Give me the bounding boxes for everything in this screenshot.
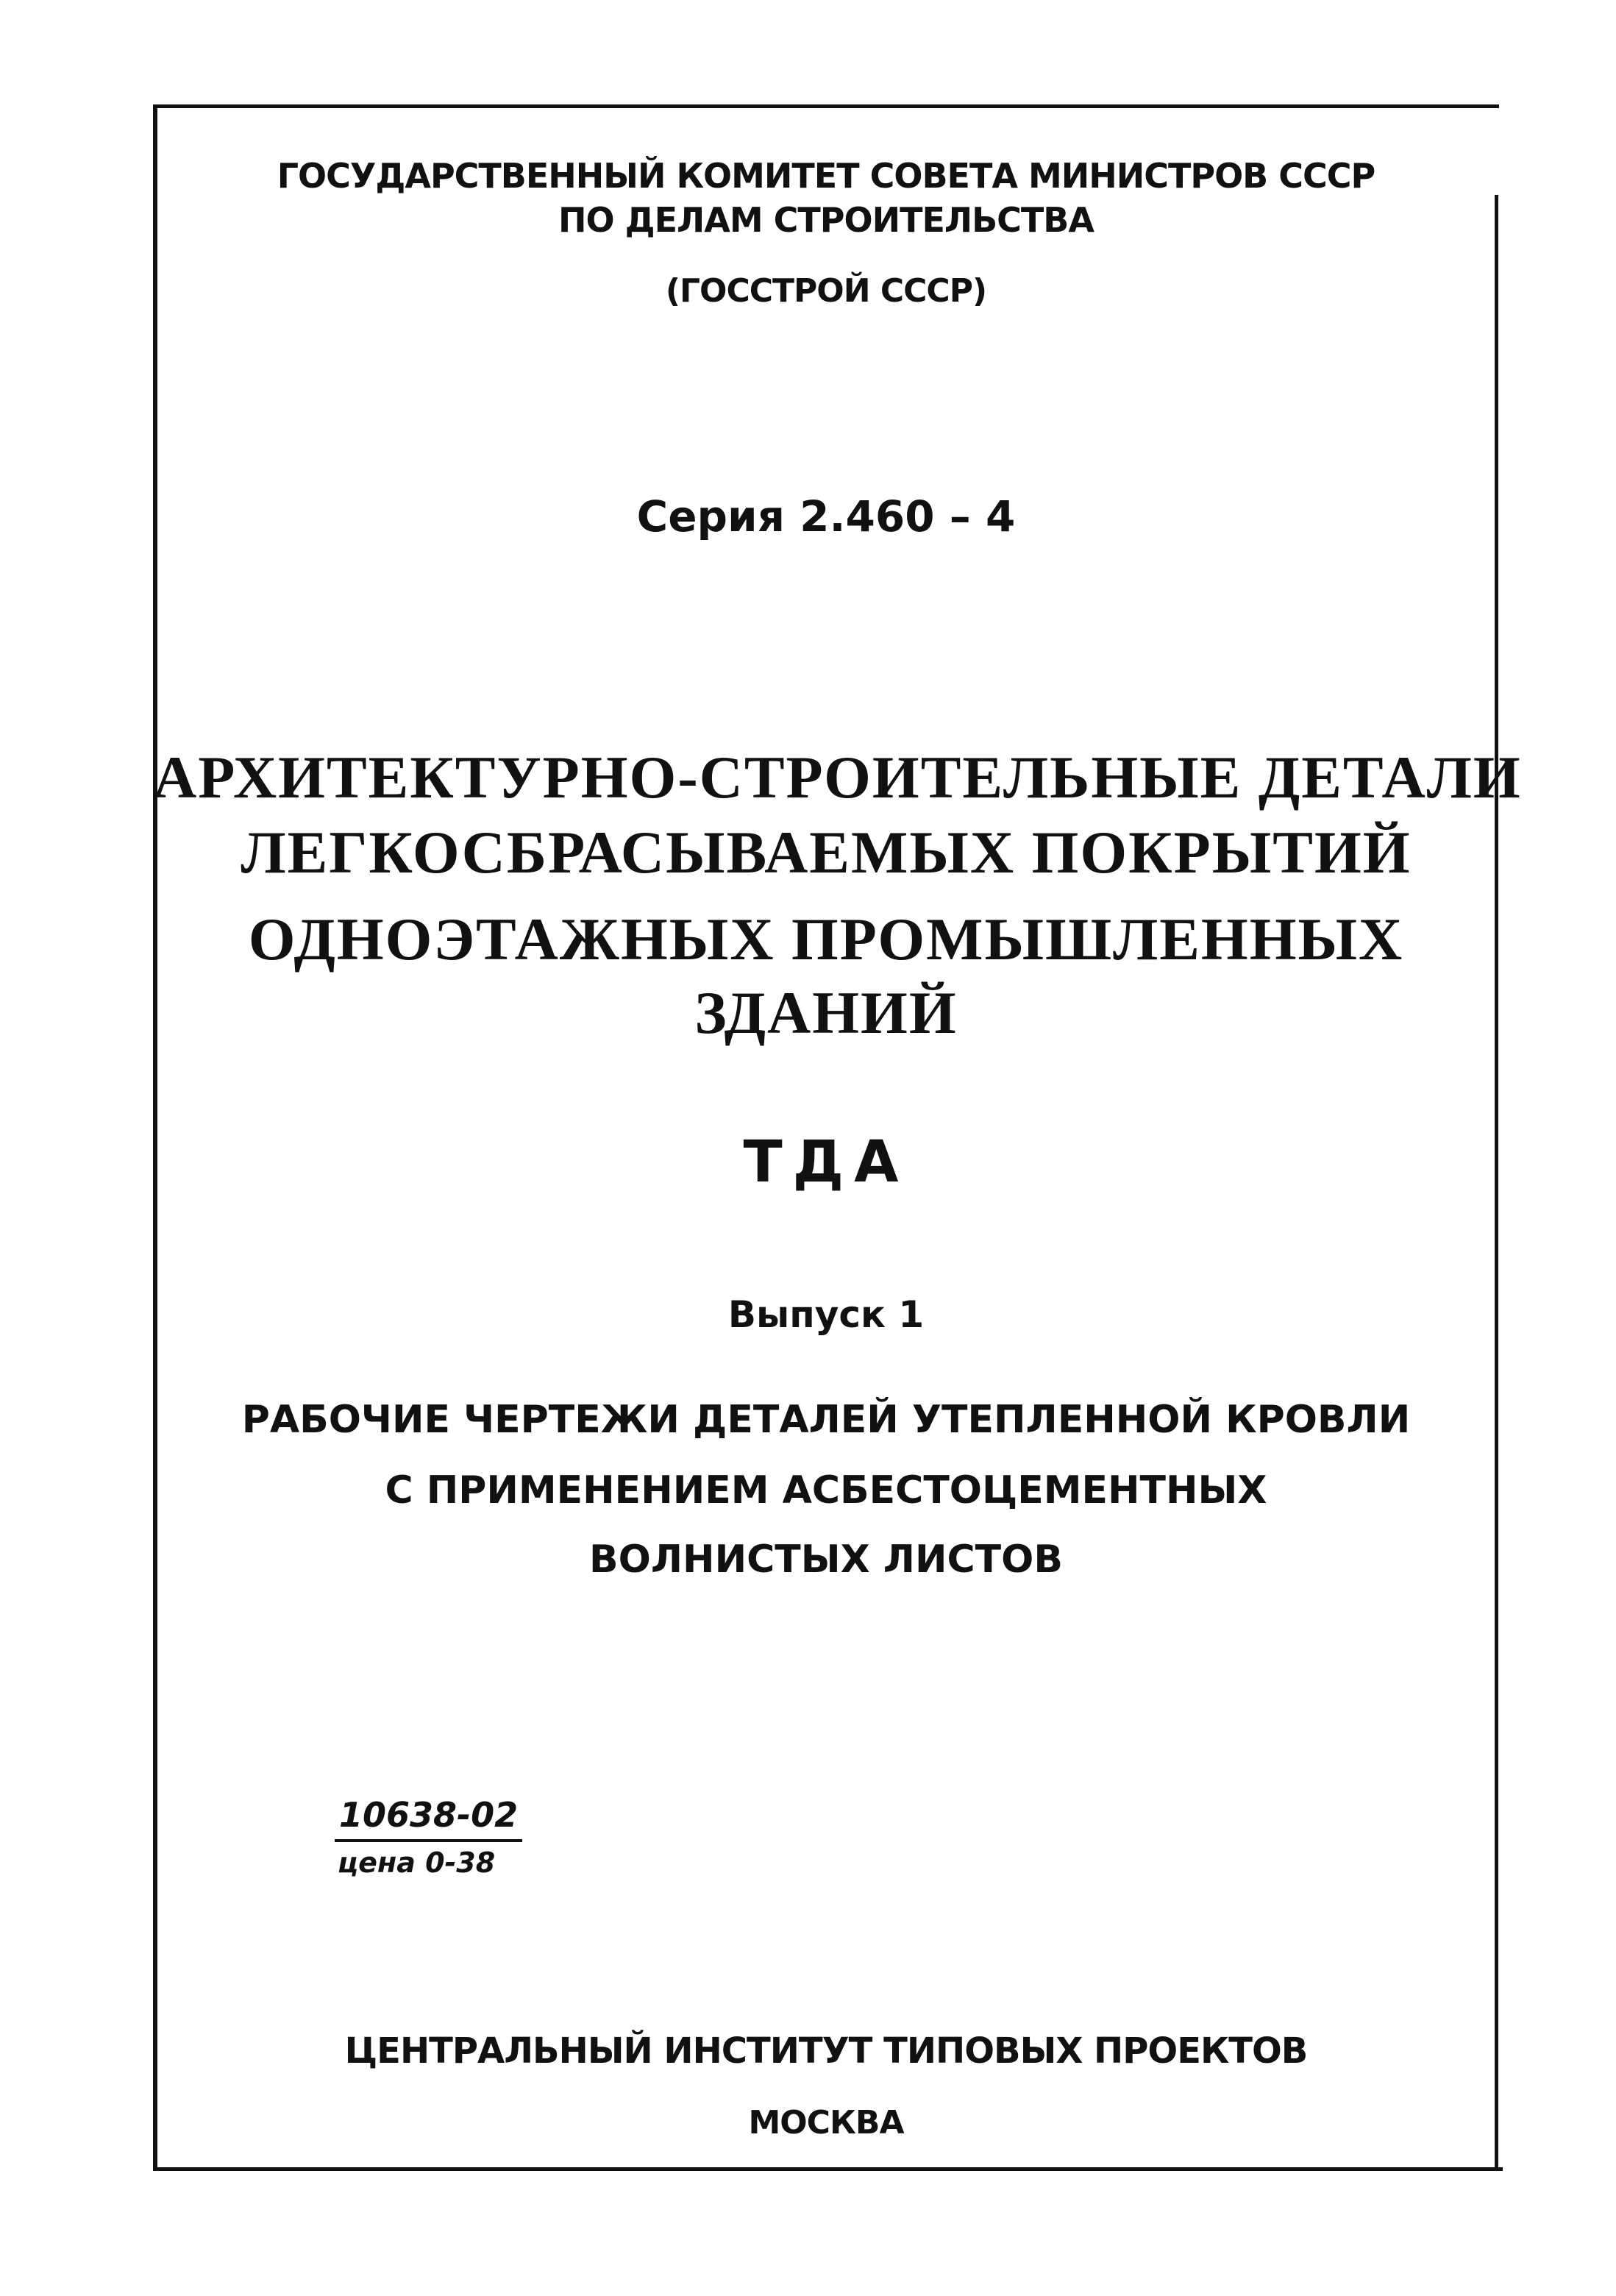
frame-border-bottom — [153, 2167, 1503, 2171]
subtitle-line-3: ВОЛНИСТЫХ ЛИСТОВ — [589, 1538, 1063, 1582]
handwritten-stamp — [335, 1795, 522, 1879]
title-line-3: ОДНОЭТАЖНЫХ ПРОМЫШЛЕННЫХ — [248, 906, 1404, 973]
frame-border-top — [153, 104, 1499, 108]
series-number: Серия 2.460 – 4 — [636, 491, 1016, 541]
publisher-name: ЦЕНТРАЛЬНЫЙ ИНСТИТУТ ТИПОВЫХ ПРОЕКТОВ — [344, 2030, 1308, 2072]
title-line-1: АРХИТЕКТУРНО-СТРОИТЕЛЬНЫЕ ДЕТАЛИ — [153, 744, 1522, 811]
organization-line-3: (ГОССТРОЙ СССР) — [665, 272, 987, 310]
subtitle-line-1: РАБОЧИЕ ЧЕРТЕЖИ ДЕТАЛЕЙ УТЕПЛЕННОЙ КРОВЛИ — [241, 1398, 1411, 1442]
publisher-city: МОСКВА — [748, 2104, 904, 2142]
title-line-2: ЛЕГКОСБРАСЫВАЕМЫХ ПОКРЫТИЙ — [241, 819, 1412, 886]
stamp-number: 10638-02 — [335, 1795, 522, 1842]
stamp-price: цена 0-38 — [338, 1847, 496, 1879]
organization-line-1: ГОСУДАРСТВЕННЫЙ КОМИТЕТ СОВЕТА МИНИСТРОВ СССР — [277, 156, 1375, 196]
subtitle-line-2: С ПРИМЕНЕНИЕМ АСБЕСТОЦЕМЕНТНЫХ — [385, 1468, 1267, 1513]
organization-line-2: ПО ДЕЛАМ СТРОИТЕЛЬСТВА — [558, 200, 1094, 240]
title-line-4: ЗДАНИЙ — [694, 979, 958, 1046]
document-code: ТДА — [743, 1129, 909, 1195]
issue-number: Выпуск 1 — [727, 1293, 925, 1336]
